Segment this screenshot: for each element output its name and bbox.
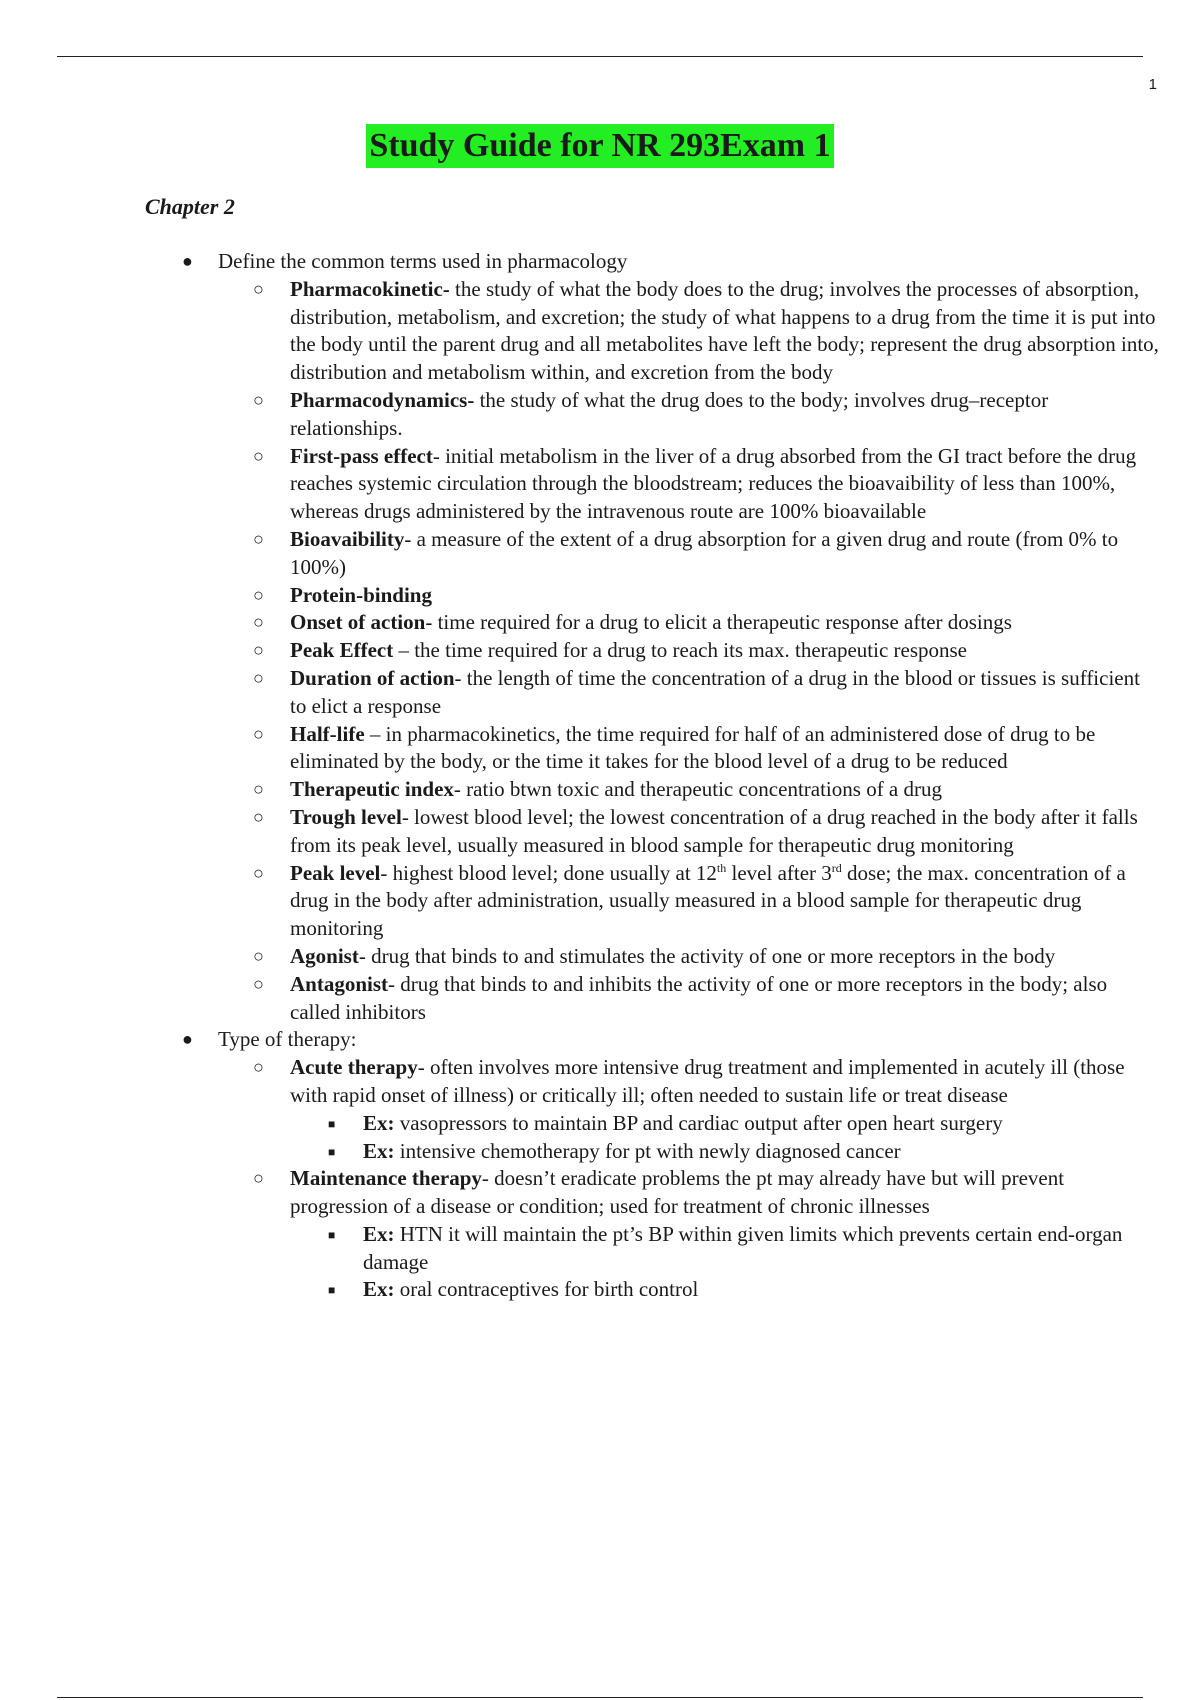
square-bullet-icon: ■: [328, 1116, 336, 1131]
square-bullet-icon: ■: [328, 1144, 336, 1159]
circle-bullet-icon: ○: [253, 973, 264, 994]
definition-text: – the time required for a drug to reach its max. therapeutic response: [393, 638, 968, 663]
disc-bullet-icon: ●: [182, 251, 193, 271]
examples-list: [290, 1221, 1160, 1304]
circle-bullet-icon: ○: [253, 1168, 264, 1189]
example-label: Ex:: [363, 1110, 395, 1135]
document-title: Study Guide for NR 293Exam 1: [366, 124, 833, 168]
therapy-item: [0, 1165, 1160, 1304]
superscript: rd: [831, 860, 842, 875]
list-item: [0, 248, 1200, 1026]
circle-bullet-icon: ○: [253, 389, 264, 410]
definition-item: [0, 276, 1160, 387]
therapy-text: - doesn’t eradicate problems the pt may already have but will prevent progression of a disease or condition; used for treatment of chronic illnesses: [290, 1166, 1065, 1219]
circle-bullet-icon: ○: [253, 779, 264, 800]
definition-term: Peak Effect: [290, 638, 394, 663]
circle-bullet-icon: ○: [253, 445, 264, 466]
definition-item: [0, 665, 1160, 721]
definition-text: - initial metabolism in the liver of a drug absorbed from the GI tract before the drug reaches systemic circulation through the bloodstream; reduces the bioavaibility of less than 100%, whereas drugs administered by the intravenous route are 100% bioavailable: [290, 443, 1137, 524]
example-item: [0, 1221, 1160, 1277]
definition-text: – in pharmacokinetics, the time required for half of an administered dose of drug to be eliminated by the body, or the time it takes for the blood level of a drug to be reduced: [290, 721, 1096, 774]
example-item: [0, 1110, 1160, 1138]
definition-item: [0, 804, 1160, 860]
definition-term: Duration of action: [290, 665, 455, 690]
definition-term: Therapeutic index: [290, 777, 454, 802]
examples-list: [290, 1110, 1160, 1166]
definition-text: - a measure of the extent of a drug absorption for a given drug and route (from 0% to 100%): [290, 526, 1119, 579]
therapy-text: - often involves more intensive drug treatment and implemented in acutely ill (those with rapid onset of illness) or critically ill; often needed to sustain life or treat disease: [290, 1055, 1125, 1107]
definition-text: level after 3: [726, 860, 832, 885]
example-text: vasopressors to maintain BP and cardiac output after open heart surgery: [394, 1110, 1003, 1135]
square-bullet-icon: ■: [328, 1283, 336, 1298]
definition-term: Peak level: [290, 860, 381, 885]
example-label: Ex:: [363, 1277, 395, 1302]
definition-text: - lowest blood level; the lowest concentration of a drug reached in the body after it falls from its peak level, usually measured in blood sample for therapeutic drug monitoring: [290, 804, 1138, 857]
circle-bullet-icon: ○: [253, 1057, 264, 1078]
definition-text: - drug that binds to and inhibits the activity of one or more receptors in the body; also called inhibitors: [290, 971, 1108, 1024]
definition-item: [0, 582, 1160, 610]
section-heading: Define the common terms used in pharmacology: [218, 249, 628, 273]
main-bullet-list: [0, 248, 1200, 1304]
definition-term: Antagonist: [290, 971, 389, 996]
therapy-term: Acute therapy: [290, 1055, 418, 1080]
circle-bullet-icon: ○: [253, 806, 264, 827]
definition-item: [0, 387, 1160, 443]
definition-item: [0, 443, 1160, 526]
circle-bullet-icon: ○: [253, 528, 264, 549]
definition-text: dose; the max. concentration of a drug in the body after administration, usually measured in a blood sample for therapeutic drug monitoring: [290, 860, 1126, 941]
circle-bullet-icon: ○: [253, 667, 264, 688]
circle-bullet-icon: ○: [253, 723, 264, 744]
header-rule: [57, 56, 1143, 57]
chapter-heading: Chapter 2: [145, 194, 235, 219]
example-label: Ex:: [363, 1221, 395, 1246]
definition-item: [0, 526, 1160, 582]
definition-term: Bioavaibility: [290, 526, 405, 551]
circle-bullet-icon: ○: [253, 945, 264, 966]
example-label: Ex:: [363, 1138, 395, 1163]
page-number: 1: [1148, 76, 1157, 93]
section-heading: Type of therapy:: [218, 1027, 357, 1052]
definition-text: the study of what the body does to the drug; involves the processes of absorption, distribution, metabolism, and excretion; the study of what happens to a drug from the time it is put into the body until the parent drug and all metabolites have left the body; represent the drug absorption into, distribution and metabolism within, and excretion from the body: [290, 276, 1159, 385]
footer-rule: [57, 1697, 1143, 1698]
definition-item: [0, 637, 1160, 665]
definitions-list: [218, 276, 1160, 1027]
definition-text: the study of what the drug does to the body; involves drug–receptor relationships.: [290, 387, 1049, 440]
document-body: [0, 248, 1200, 1304]
definition-term: First-pass effect: [290, 443, 433, 468]
circle-bullet-icon: ○: [253, 862, 264, 883]
definition-item: [0, 860, 1160, 943]
definition-term: Protein-binding: [290, 582, 432, 607]
definition-item: [0, 943, 1160, 971]
definition-text: - ratio btwn toxic and therapeutic concentrations of a drug: [453, 777, 942, 802]
example-item: [0, 1276, 1160, 1304]
definition-term: Agonist: [290, 943, 359, 968]
example-text: HTN it will maintain the pt’s BP within given limits which prevents certain end-organ damage: [363, 1221, 1123, 1274]
definition-item: [0, 971, 1160, 1027]
definition-term: Onset of action: [290, 610, 426, 635]
superscript: th: [716, 860, 727, 875]
definition-term: Pharmacokinetic-: [290, 276, 450, 301]
definition-text: - the length of time the concentration of a drug in the blood or tissues is sufficient to elict a response: [290, 665, 1140, 718]
definition-item: [0, 721, 1160, 777]
circle-bullet-icon: ○: [253, 612, 264, 633]
title-container: [0, 124, 1200, 168]
disc-bullet-icon: ●: [182, 1029, 193, 1050]
square-bullet-icon: ■: [328, 1227, 336, 1242]
therapy-list: [218, 1054, 1160, 1304]
definition-text: - highest blood level; done usually at 12: [380, 860, 717, 885]
therapy-item: [0, 1054, 1160, 1165]
definition-term: Trough level: [290, 804, 402, 829]
example-text: intensive chemotherapy for pt with newly diagnosed cancer: [394, 1138, 901, 1163]
definition-text: - time required for a drug to elicit a therapeutic response after dosings: [425, 610, 1012, 635]
list-item: [0, 1026, 1200, 1304]
example-item: [0, 1138, 1160, 1166]
definition-term: Half-life: [290, 721, 365, 746]
definition-term: Pharmacodynamics-: [290, 387, 475, 412]
definition-item: [0, 776, 1160, 804]
circle-bullet-icon: ○: [253, 640, 264, 661]
definition-text: - drug that binds to and stimulates the activity of one or more receptors in the body: [358, 943, 1056, 968]
circle-bullet-icon: ○: [253, 278, 264, 299]
example-text: oral contraceptives for birth control: [394, 1277, 699, 1302]
definition-item: [0, 609, 1160, 637]
circle-bullet-icon: ○: [253, 584, 264, 605]
therapy-term: Maintenance therapy: [290, 1166, 482, 1191]
